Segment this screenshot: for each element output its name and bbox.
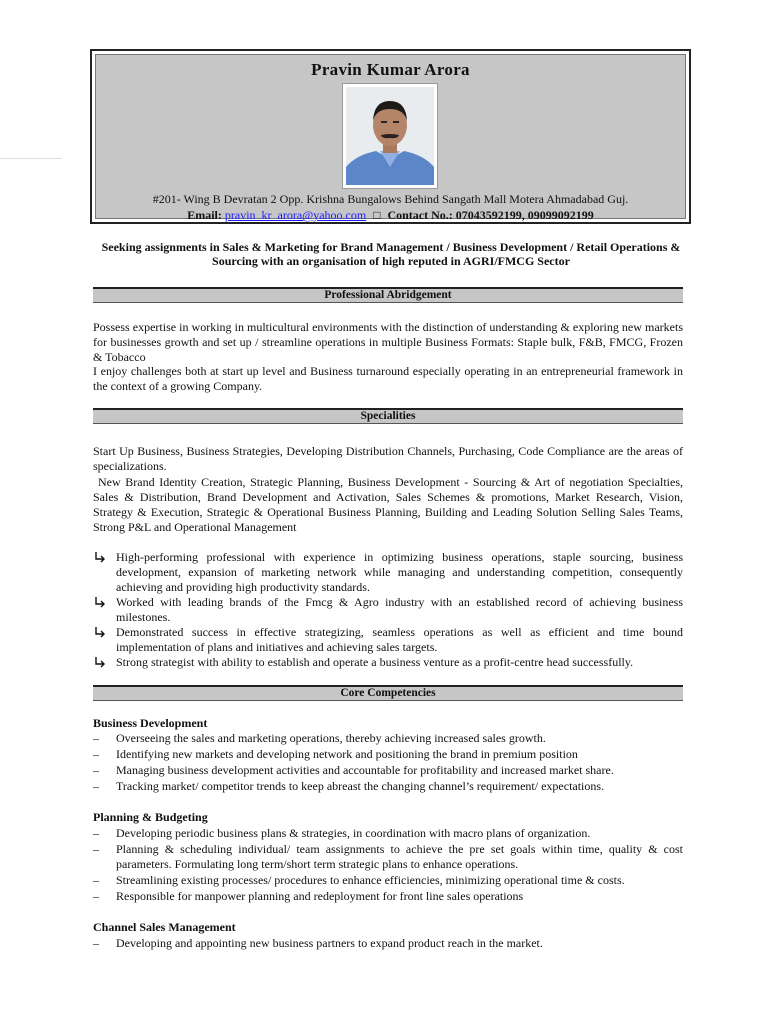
arrow-bullet-icon	[94, 551, 108, 564]
arrow-bullet-icon	[94, 596, 108, 609]
abridgement-paragraph-2: I enjoy challenges both at start up level and Business turnaround especially operating in an entrepreneurial framework in the context of a growing Company.	[93, 364, 683, 393]
career-objective: Seeking assignments in Sales & Marketing for Brand Management / Business Development / Retail Operations & Sourcing with an organisation of high reputed in AGRI/FMCG Sector	[101, 240, 681, 268]
list-item: – Planning & scheduling individual/ team assignments to achieve the pre set goals within time, quality & cost parameters. Formulating long term/short term strategic plans to enhance operations.	[93, 842, 683, 872]
section-header-specialities: Specialities	[93, 408, 683, 424]
contact-label: Contact No.:	[387, 208, 453, 222]
header-panel	[95, 54, 686, 222]
list-item: – Overseeing the sales and marketing operations, thereby achieving increased sales growth.	[93, 731, 683, 746]
list-item: – Developing and appointing new business partners to expand product reach in the market.	[93, 936, 683, 951]
margin-mark	[0, 158, 62, 159]
channel-sales-list	[93, 936, 683, 952]
subheading-business-development: Business Development	[93, 716, 208, 730]
header-box	[90, 49, 691, 224]
list-item: – Managing business development activities and accountable for profitability and increased market share.	[93, 763, 683, 778]
list-item: – Identifying new markets and developing network and positioning the brand in premium position	[93, 747, 683, 762]
list-item: – Tracking market/ competitor trends to keep abreast the changing channel’s requirement/ expectations.	[93, 779, 683, 794]
address-line: #201- Wing B Devratan 2 Opp. Krishna Bungalows Behind Sangath Mall Motera Ahmadabad Guj.	[152, 192, 629, 206]
section-header-abridgement: Professional Abridgement	[93, 287, 683, 303]
separator-icon: □	[373, 208, 381, 222]
list-item: – Responsible for manpower planning and redeployment for front line sales operations	[93, 889, 683, 904]
planning-budgeting-list	[93, 826, 683, 905]
profile-photo	[342, 83, 438, 189]
candidate-name: Pravin Kumar Arora	[311, 60, 470, 79]
contact-numbers: 07043592199, 09099092199	[455, 208, 594, 222]
list-item: Demonstrated success in effective strategizing, seamless operations as well as efficient and time bound implementation of plans and initiatives and achieving sales targets.	[93, 625, 683, 655]
arrow-bullet-icon	[94, 656, 108, 669]
list-item: – Developing periodic business plans & strategies, in coordination with macro plans of organization.	[93, 826, 683, 841]
list-item: – Streamlining existing processes/ procedures to enhance efficiencies, minimizing operational time & costs.	[93, 873, 683, 888]
email-label: Email:	[187, 208, 222, 222]
business-development-list	[93, 731, 683, 795]
list-item: Strong strategist with ability to establish and operate a business venture as a profit-centre head successfully.	[93, 655, 683, 670]
subheading-planning-budgeting: Planning & Budgeting	[93, 810, 208, 824]
contact-line	[96, 208, 685, 223]
section-header-competencies: Core Competencies	[93, 685, 683, 701]
specialities-bullet-list	[93, 550, 683, 670]
specialities-paragraph-1: Start Up Business, Business Strategies, Developing Distribution Channels, Purchasing, Code Compliance are the areas of specializations.	[93, 444, 683, 473]
abridgement-paragraph-1: Possess expertise in working in multicultural environments with the distinction of understanding & exploring new markets for businesses growth and set up / streamline operations in multiple Business Formats: Staple bulk, F&B, FMCG, Frozen & Tobacco	[93, 320, 683, 364]
arrow-bullet-icon	[94, 626, 108, 639]
subheading-channel-sales: Channel Sales Management	[93, 920, 236, 934]
list-item: High-performing professional with experience in optimizing business operations, staple sourcing, business development, expansion of marketing network while managing and understanding competition, consequently achieving and providing high productivity standards.	[93, 550, 683, 595]
email-link[interactable]: pravin_kr_arora@yahoo.com	[224, 208, 367, 222]
specialities-paragraph-2: New Brand Identity Creation, Strategic Planning, Business Development - Sourcing & Art of negotiation Specialties, Sales & Distribution, Brand Development and Activation, Sales Schemes & promotions, Market Research, Vision, Strategy & Execution, Strategic & Operational Business Planning, Building and Leading Solution Selling Sales Teams, Strong P&L and Operational Management	[93, 475, 683, 534]
list-item: Worked with leading brands of the Fmcg & Agro industry with an established record of achieving business milestones.	[93, 595, 683, 625]
